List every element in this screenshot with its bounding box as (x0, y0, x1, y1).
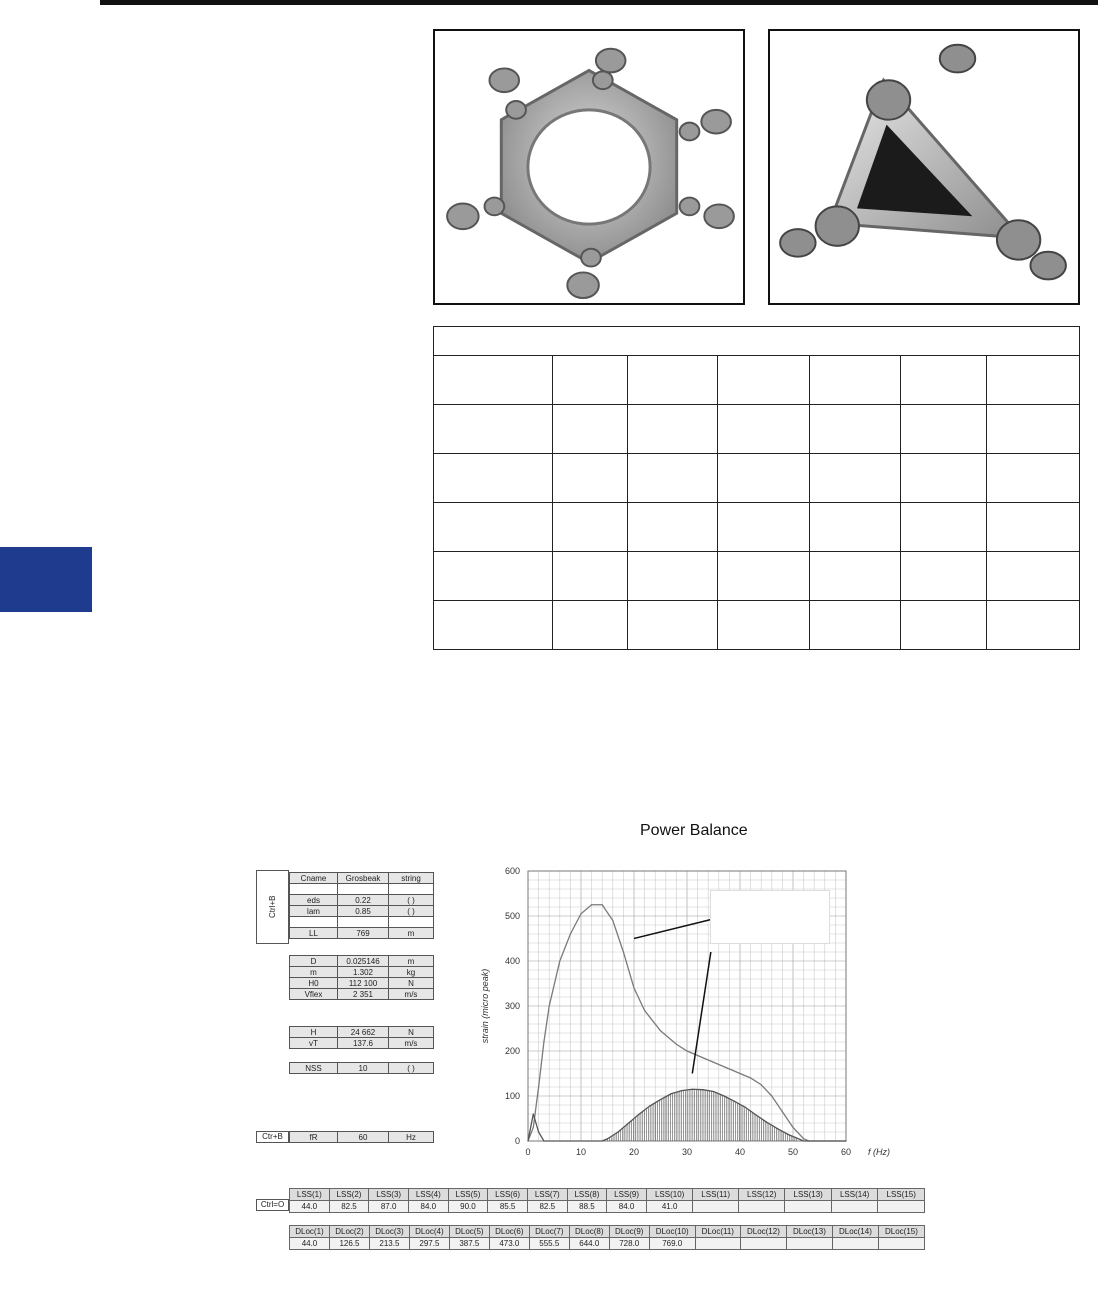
series-point (628, 1122, 629, 1123)
dloc-value-cell: 297.5 (409, 1238, 449, 1250)
series-point (543, 1041, 544, 1042)
lss-value-cell: 84.0 (408, 1201, 448, 1213)
series-point (660, 1099, 661, 1100)
series-point (633, 987, 634, 988)
dloc-header-cell: DLoc(14) (832, 1226, 878, 1238)
lss-header-cell: LSS(10) (646, 1189, 692, 1201)
dloc-header-cell: DLoc(3) (369, 1226, 409, 1238)
legend-box (710, 890, 830, 944)
dloc-header-cell: DLoc(11) (695, 1226, 740, 1238)
top-rule (100, 0, 1098, 5)
dloc-value-cell (878, 1238, 924, 1250)
x-tick-label: 40 (734, 1147, 746, 1157)
series-point (798, 1138, 799, 1139)
dloc-header-cell: DLoc(4) (409, 1226, 449, 1238)
lss-value-cell: 82.5 (527, 1201, 567, 1213)
series-point (697, 1055, 698, 1056)
lss-value-cell (831, 1201, 877, 1213)
x-tick-label: 50 (787, 1147, 799, 1157)
series-point (771, 1095, 772, 1096)
lss-table (289, 1188, 925, 1213)
series-point (533, 1127, 534, 1128)
lss-value-cell: 88.5 (567, 1201, 607, 1213)
series-point (729, 1068, 730, 1069)
lss-value-cell: 82.5 (329, 1201, 369, 1213)
table-row (434, 552, 1080, 601)
dloc-header-cell: DLoc(7) (529, 1226, 569, 1238)
x-tick-label: 10 (575, 1147, 587, 1157)
x-tick-label: 20 (628, 1147, 640, 1157)
dloc-value-cell: 213.5 (369, 1238, 409, 1250)
dloc-value-cell (695, 1238, 740, 1250)
dloc-value-cell: 126.5 (329, 1238, 369, 1250)
table-row (434, 503, 1080, 552)
x-tick-label: 0 (525, 1147, 531, 1157)
series-point (803, 1138, 804, 1139)
dloc-header-cell: DLoc(1) (290, 1226, 330, 1238)
dloc-value-cell: 644.0 (569, 1238, 609, 1250)
lss-header-cell: LSS(12) (738, 1189, 784, 1201)
series-point (591, 904, 592, 905)
dloc-header-cell: DLoc(13) (786, 1226, 832, 1238)
series-point (734, 1101, 735, 1102)
series-point (777, 1128, 778, 1129)
ctrl-b-label: Ctrl+B (256, 870, 289, 944)
dloc-header-cell: DLoc(5) (449, 1226, 489, 1238)
series-point (612, 920, 613, 921)
lss-value-cell: 44.0 (290, 1201, 330, 1213)
lss-header-cell: LSS(6) (488, 1189, 528, 1201)
dloc-header-cell: DLoc(8) (569, 1226, 609, 1238)
series-point (792, 1127, 793, 1128)
lss-value-cell (878, 1201, 925, 1213)
lss-header-cell: LSS(9) (607, 1189, 647, 1201)
lss-value-cell (738, 1201, 784, 1213)
series-point (602, 1140, 603, 1141)
series-point (676, 1044, 677, 1045)
series-point (644, 1010, 645, 1011)
lss-header-cell: LSS(1) (290, 1189, 330, 1201)
series-point (660, 1030, 661, 1031)
lss-header-cell: LSS(13) (785, 1189, 831, 1201)
lss-header-cell: LSS(14) (831, 1189, 877, 1201)
x-axis-label: f (Hz) (868, 1147, 890, 1157)
series-point (533, 1113, 534, 1114)
y-tick-label: 300 (504, 1001, 520, 1011)
dloc-header-cell: DLoc(6) (489, 1226, 529, 1238)
param-table-1: Cname Grosbeak string eds 0.22 ( ) lam 0.85 ( ) LL 769 m (289, 872, 434, 939)
y-tick-label: 400 (504, 956, 520, 966)
dloc-header-cell: DLoc(10) (649, 1226, 695, 1238)
series-point (761, 1084, 762, 1085)
dloc-table (289, 1225, 925, 1250)
series-point (623, 951, 624, 952)
ctr-b-label: Ctr+B (256, 1131, 289, 1143)
series-point (549, 1005, 550, 1006)
dloc-header-cell: DLoc(15) (878, 1226, 924, 1238)
y-axis-label: strain (micro peak) (480, 968, 490, 1044)
chapter-tab (0, 547, 92, 612)
lss-header-cell: LSS(11) (693, 1189, 739, 1201)
lss-value-cell (693, 1201, 739, 1213)
callout-line (634, 918, 716, 938)
dloc-header-cell: DLoc(9) (609, 1226, 649, 1238)
y-tick-label: 0 (514, 1136, 520, 1146)
y-tick-label: 600 (504, 866, 520, 876)
table-header-cell (434, 327, 1080, 356)
dloc-value-cell: 555.5 (529, 1238, 569, 1250)
dloc-value-cell (786, 1238, 832, 1250)
table-row (434, 601, 1080, 650)
spec-table (433, 326, 1080, 650)
dloc-value-cell: 769.0 (649, 1238, 695, 1250)
figure-title: Power Balance (640, 822, 748, 839)
triangular-spacer-photo (768, 29, 1080, 305)
y-tick-label: 500 (504, 911, 520, 921)
dloc-value-cell: 473.0 (489, 1238, 529, 1250)
lss-header-cell: LSS(4) (408, 1189, 448, 1201)
y-tick-label: 200 (504, 1046, 520, 1056)
dloc-value-cell (740, 1238, 786, 1250)
lss-header-cell: LSS(15) (878, 1189, 925, 1201)
series-point (543, 1140, 544, 1141)
lss-header-cell: LSS(5) (448, 1189, 488, 1201)
series-point (527, 1140, 528, 1141)
dloc-value-cell: 387.5 (449, 1238, 489, 1250)
series-point (602, 904, 603, 905)
param-table-5: fR 60 Hz (289, 1131, 434, 1143)
lss-header-cell: LSS(2) (329, 1189, 369, 1201)
strain-chart (470, 855, 910, 1165)
series-point (702, 1089, 703, 1090)
dloc-header-cell: DLoc(12) (740, 1226, 786, 1238)
lss-header-cell: LSS(3) (369, 1189, 409, 1201)
lss-value-cell: 41.0 (646, 1201, 692, 1213)
series-point (782, 1111, 783, 1112)
table-row (434, 356, 1080, 405)
dloc-value-cell (832, 1238, 878, 1250)
dloc-value-cell: 728.0 (609, 1238, 649, 1250)
series-point (845, 1140, 846, 1141)
series-point (739, 1073, 740, 1074)
series-point (580, 913, 581, 914)
series-point (570, 933, 571, 934)
series-point (713, 1062, 714, 1063)
series-point (750, 1077, 751, 1078)
series-point (538, 1131, 539, 1132)
lss-value-cell: 85.5 (488, 1201, 528, 1213)
series-point (538, 1086, 539, 1087)
lss-value-cell (785, 1201, 831, 1213)
dloc-header-cell: DLoc(2) (329, 1226, 369, 1238)
dloc-value-cell: 44.0 (290, 1238, 330, 1250)
lss-value-cell: 87.0 (369, 1201, 409, 1213)
param-table-3: H 24 662 N vT 137.6 m/s (289, 1026, 434, 1049)
series-point (686, 1050, 687, 1051)
param-table-2: D 0.025146 m m 1.302 kg H0 112 100 N Vflex 2 351 m/s (289, 955, 434, 1000)
lss-value-cell: 84.0 (607, 1201, 647, 1213)
y-tick-label: 100 (504, 1091, 520, 1101)
hexagonal-spacer-photo (433, 29, 745, 305)
series-point (559, 960, 560, 961)
param-table-4: NSS 10 ( ) (289, 1062, 434, 1074)
table-row (434, 454, 1080, 503)
lss-header-cell: LSS(7) (527, 1189, 567, 1201)
x-tick-label: 60 (840, 1147, 852, 1157)
ctrl-o-label: Ctrl=O (256, 1199, 289, 1211)
lss-header-cell: LSS(8) (567, 1189, 607, 1201)
series-point (803, 1140, 804, 1141)
lss-value-cell: 90.0 (448, 1201, 488, 1213)
x-tick-label: 30 (681, 1147, 693, 1157)
table-row (434, 405, 1080, 454)
